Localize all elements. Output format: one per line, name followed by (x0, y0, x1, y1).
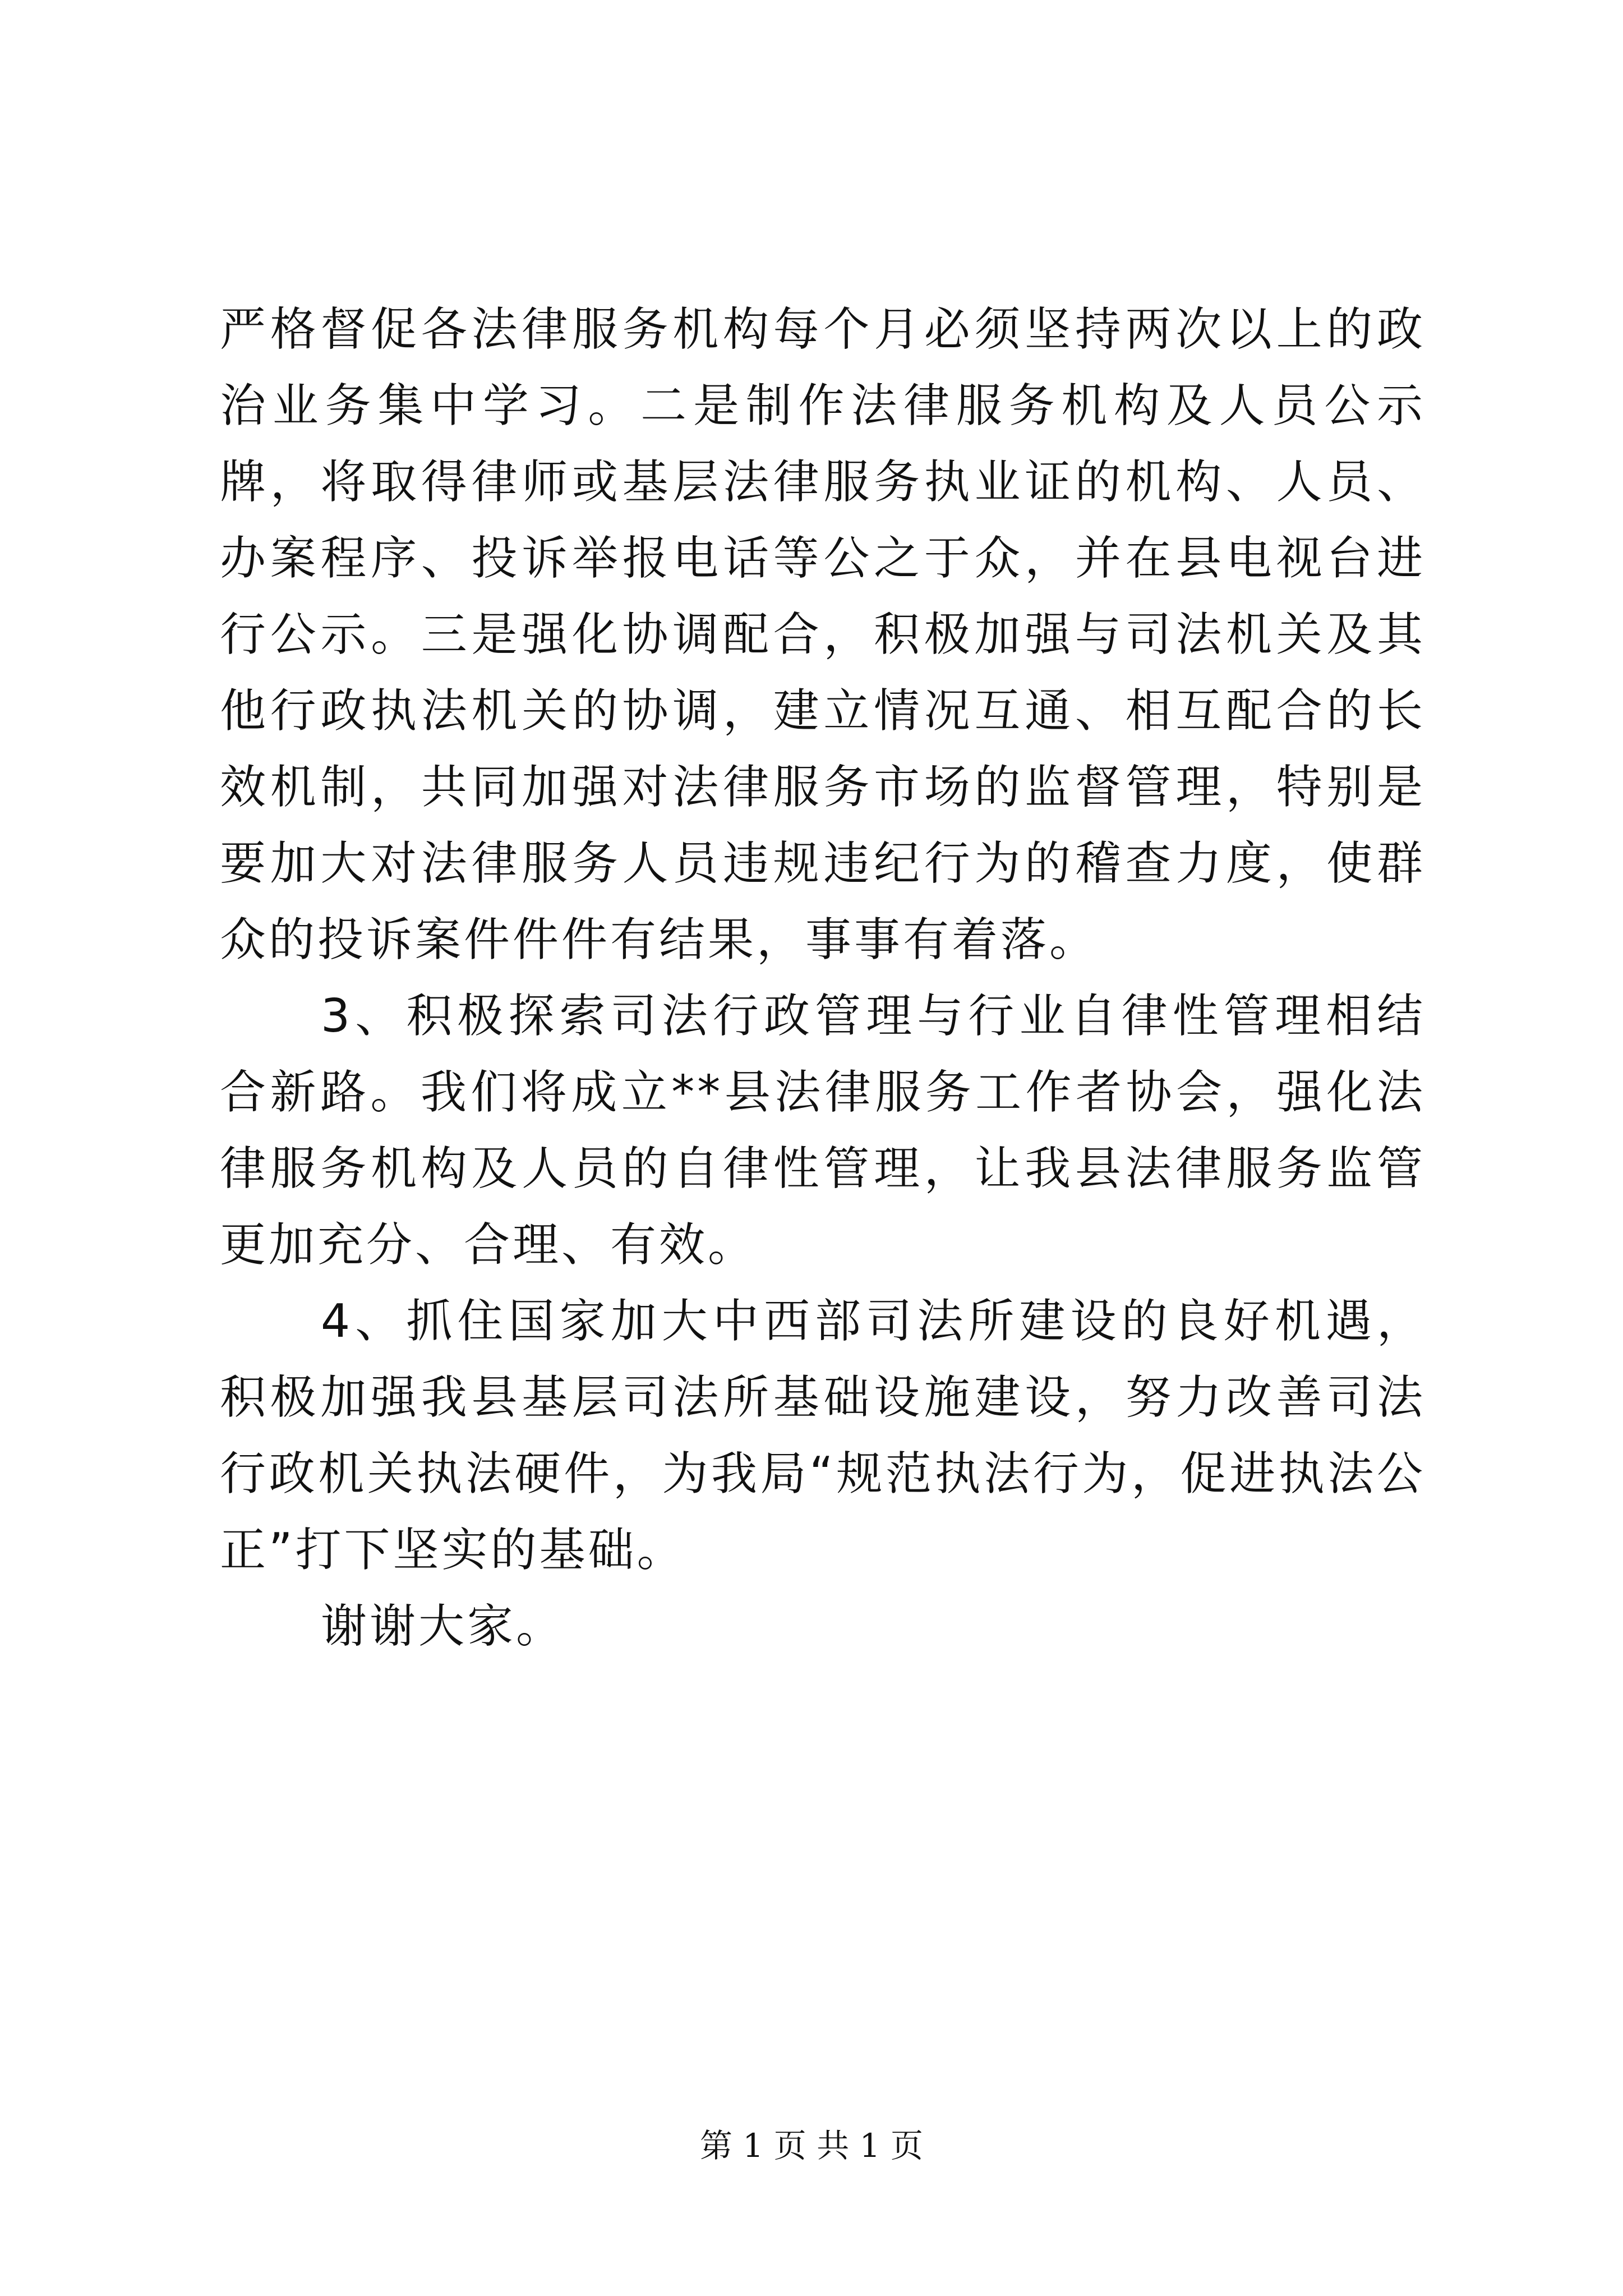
paragraph-item-4: 4、抓住国家加大中西部司法所建设的良好机遇，积极加强我县基层司法所基础设施建设，努力改善司法行政机关执法硬件，为我局“规范执法行为，促进执法公正”打下坚实的基础。 (220, 1295, 1426, 1577)
page-footer: 第 1 页 共 1 页 (700, 2127, 923, 2165)
paragraph-item-3: 3、积极探索司法行政管理与行业自律性管理相结合新路。我们将成立**县法律服务工作者协会，强化法律服务机构及人员的自律性管理，让我县法律服务监管更加充分、合理、有效。 (220, 990, 1426, 1272)
document-body (220, 292, 1426, 1665)
paragraph-supervision: 严格督促各法律服务机构每个月必须坚持两次以上的政治业务集中学习。二是制作法律服务机构及人员公示牌，将取得律师或基层法律服务执业证的机构、人员、办案程序、投诉举报电话等公之于众，并在县电视台进行公示。三是强化协调配合，积极加强与司法机关及其他行政执法机关的协调，建立情况互通、相互配合的长效机制，共同加强对法律服务市场的监督管理，特别是要加大对法律服务人员违规违纪行为的稽查力度，使群众的投诉案件件件有结果，事事有着落。 (220, 303, 1426, 967)
paragraph-thanks: 谢谢大家。 (321, 1600, 565, 1653)
